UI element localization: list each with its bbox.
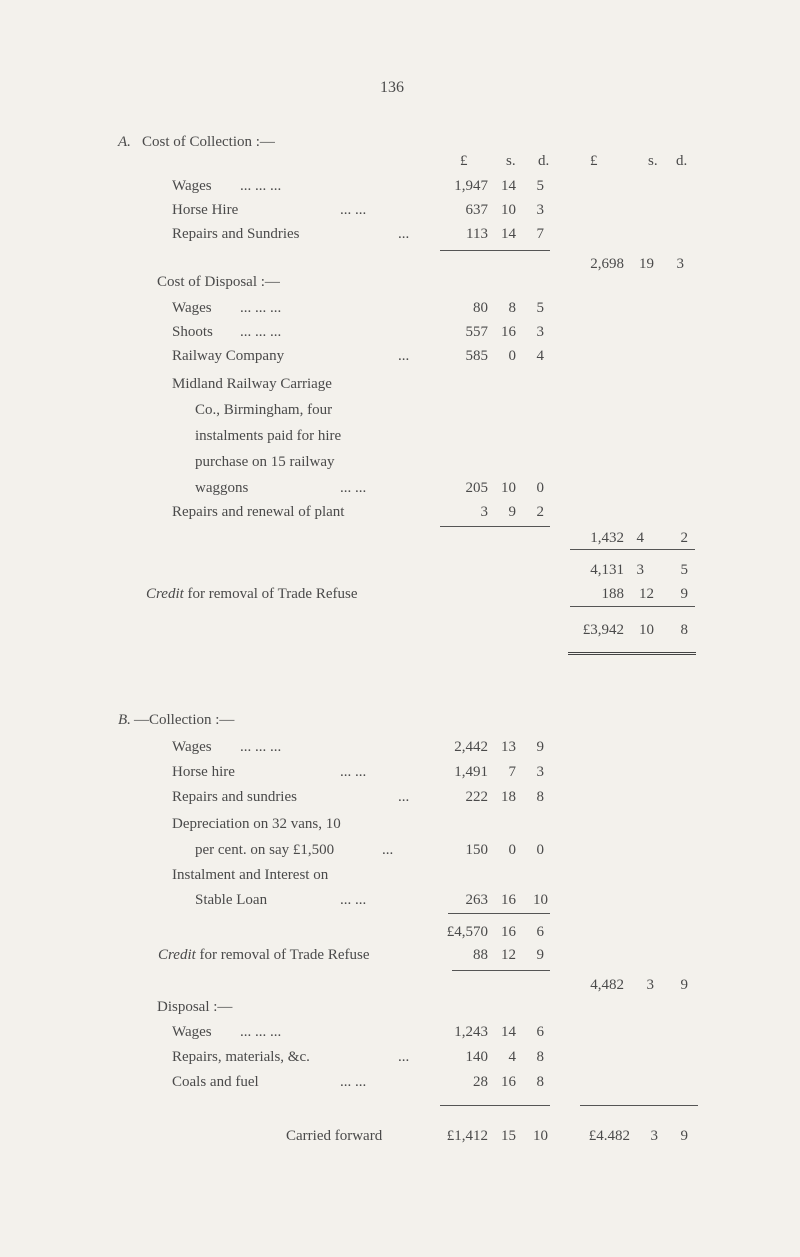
double-rule (568, 652, 696, 655)
header-shillings-1: s. (506, 153, 516, 169)
divider (570, 549, 695, 550)
header-pence-1: d. (538, 153, 550, 169)
section-a-letter: A. (118, 134, 131, 150)
divider (448, 913, 550, 914)
divider (440, 1105, 550, 1106)
header-pound-1: £ (460, 153, 468, 169)
page-number: 136 (380, 79, 404, 96)
section-b-title: —Collection :— (134, 712, 235, 728)
divider (440, 526, 550, 527)
divider (580, 1105, 698, 1106)
divider (440, 250, 550, 251)
a-disposal-title: Cost of Disposal :— (157, 274, 280, 290)
header-pound-2: £ (590, 153, 598, 169)
header-shillings-2: s. (648, 153, 658, 169)
section-b-letter: B. (118, 712, 131, 728)
header-pence-2: d. (676, 153, 688, 169)
b-disposal-title: Disposal :— (157, 999, 233, 1015)
divider (452, 970, 550, 971)
divider (570, 606, 695, 607)
section-a-title: Cost of Collection :— (142, 134, 275, 150)
